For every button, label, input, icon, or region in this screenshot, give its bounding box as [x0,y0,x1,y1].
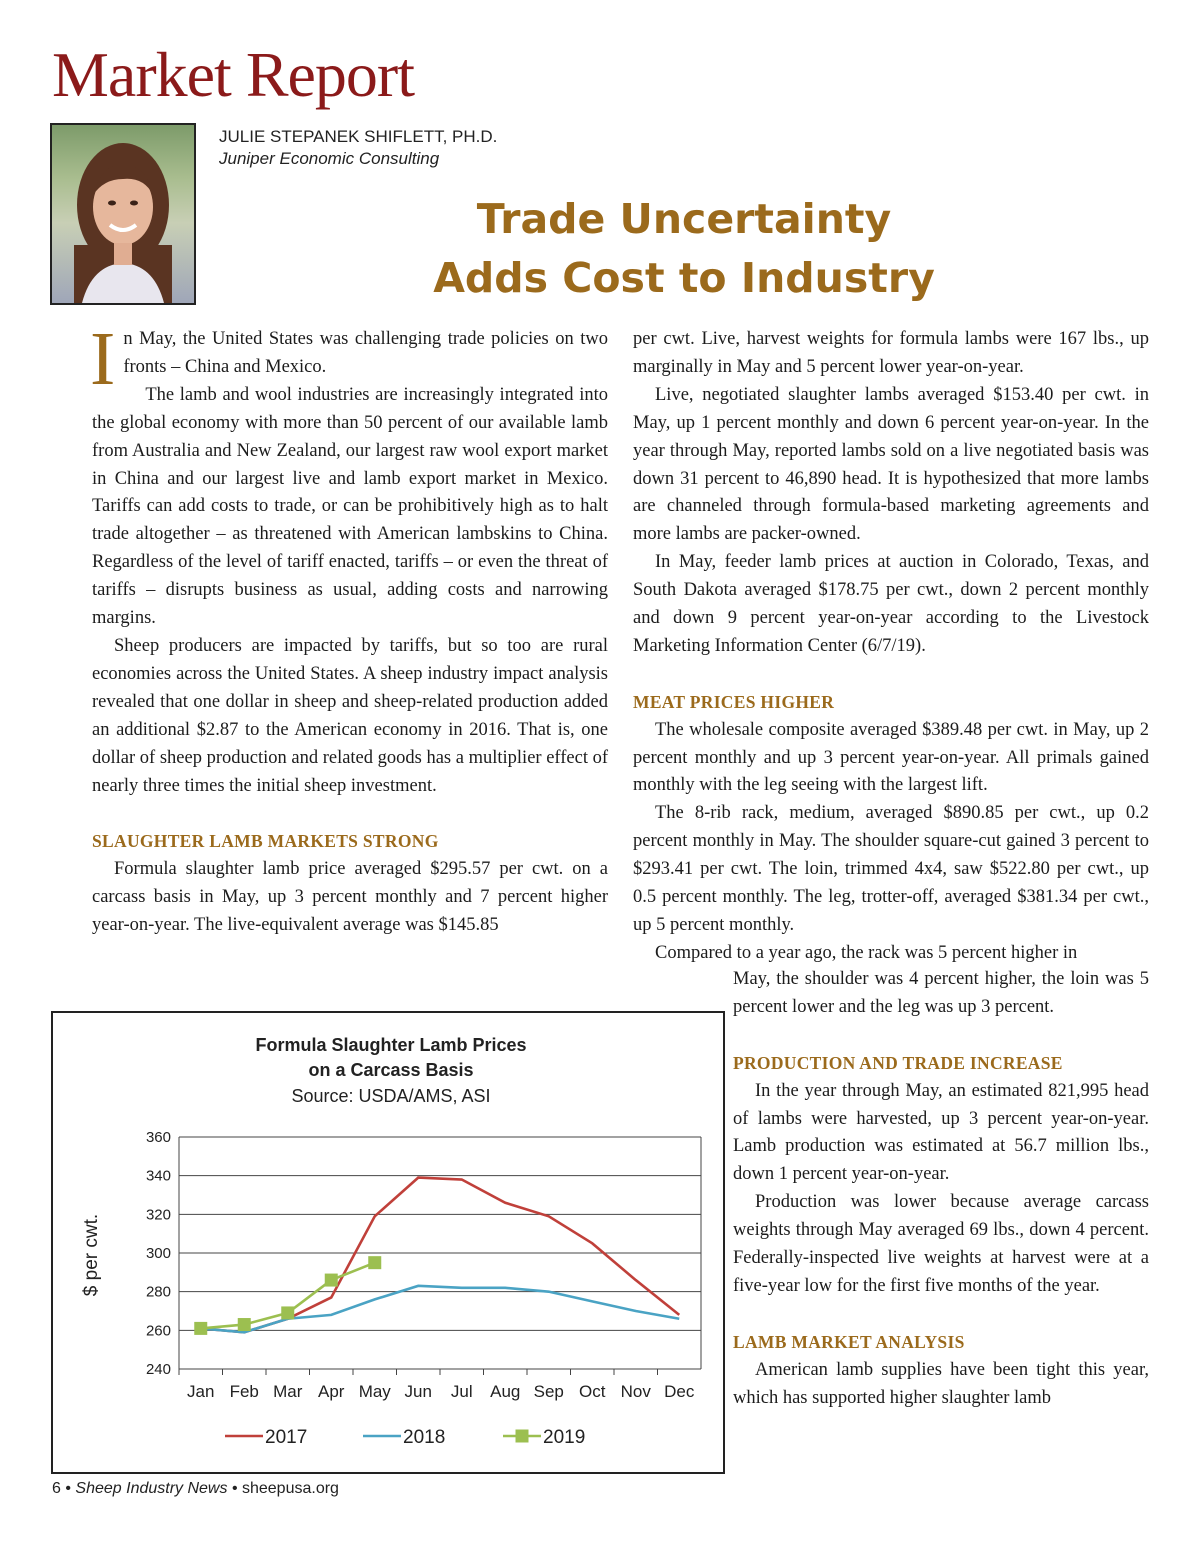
price-chart [51,1011,725,1474]
x-tick-label: Dec [664,1382,695,1401]
x-tick-label: Sep [533,1382,564,1401]
article-paragraph: per cwt. Live, harvest weights for formula lambs were 167 lbs., up marginally in May and 5 percent lower year-on-year. [633,329,1149,377]
x-tick-label: Aug [490,1382,521,1401]
author-block [219,127,497,169]
y-axis-label: $ per cwt. [81,1213,102,1297]
article-paragraph: The wholesale composite averaged $389.48 per cwt. in May, up 2 percent monthly and up 3 percent year-on-year. All primals gained monthly with the leg seeing with the largest lift. [633,719,1149,796]
article-paragraph: Sheep producers are impacted by tariffs, but so too are rural economies across the United States. A sheep industry impact analysis revealed that one dollar in sheep and sheep-related production added an additional $2.87 to the American economy in 2016. That is, one dollar of sheep production and related goods has a multiplier effect of nearly three times the initial sheep investment. [92,635,608,796]
data-point-2019 [194,1322,207,1335]
legend-label-2019: 2019 [543,1427,586,1448]
paragraph-text: n May, the United States was challenging trade policies on two fronts – China and Mexico. [123,329,608,377]
article-paragraph: May, the shoulder was 4 percent higher, the loin was 5 percent lower and the leg was up 3 percent. [733,969,1149,1017]
article-paragraph [90,317,608,401]
x-tick-label: May [358,1382,391,1401]
headline-line-1: Trade Uncertainty [476,195,892,243]
x-tick-label: Jun [404,1382,432,1401]
article-paragraph: In the year through May, an estimated 821,995 head of lambs were harvested, up 3 percent year-on-year. Lamb production was estimated at 56.7 million lbs., down 1 percent year-on-year. [733,1080,1149,1185]
x-tick-label: Jan [187,1382,215,1401]
y-tick-label: 280 [145,1283,171,1301]
page-number: 6 • [52,1480,71,1497]
data-point-2019 [368,1256,381,1269]
y-tick-label: 360 [145,1129,171,1146]
series-line-2018 [201,1286,680,1332]
series-line-2017 [201,1178,680,1333]
author-photo [50,123,196,305]
chart-series [194,1178,679,1335]
x-tick-label: Oct [579,1382,606,1401]
article-paragraph: In May, feeder lamb prices at auction in Colorado, Texas, and South Dakota averaged $178.75 per cwt., down 2 percent monthly and down 9 percent year-on-year according to the Livestock Marketing Information Center (6/7/19). [633,552,1149,656]
article-paragraph: American lamb supplies have been tight this year, which has supported higher slaughter lamb [733,1359,1149,1408]
data-point-2019 [325,1274,338,1287]
y-tick-label: 340 [145,1167,171,1185]
headline-line-2: Adds Cost to Industry [433,254,935,302]
article-column-left [90,317,608,940]
chart-title: Formula Slaughter Lamb Prices [255,1035,527,1055]
drop-cap: I [90,317,116,401]
x-tick-label: Mar [273,1382,303,1401]
chart-svg [53,1013,723,1472]
article-paragraph: Formula slaughter lamb price averaged $295.57 per cwt. on a carcass basis in May, up 3 percent monthly and 7 percent higher year-on-year. The live-equivalent average was $145.85 [92,859,608,936]
chart-legend [225,1427,585,1448]
data-point-2019 [281,1306,294,1319]
publication-name: Sheep Industry News [75,1480,228,1497]
website: • sheepusa.org [231,1480,339,1497]
legend-label-2018: 2018 [403,1427,446,1448]
subhead-meat: MEAT PRICES HIGHER [633,691,835,712]
subhead-production: PRODUCTION AND TRADE INCREASE [733,1052,1063,1073]
article-paragraph: Production was lower because average carcass weights through May averaged 69 lbs., down 4 percent. Federally-inspected live weights at harvest were at a five-year low for the first five months of the year. [733,1192,1149,1296]
legend-marker-2019 [516,1430,529,1443]
data-point-2019 [238,1318,251,1331]
subhead-analysis: LAMB MARKET ANALYSIS [733,1331,965,1352]
article-paragraph: Compared to a year ago, the rack was 5 percent higher in [655,942,1078,963]
page-footer [52,1480,339,1498]
x-tick-label: Apr [318,1382,345,1401]
author-affiliation: Juniper Economic Consulting [219,149,440,168]
article-paragraph: The 8-rib rack, medium, averaged $890.85 per cwt., up 0.2 percent monthly in May. The shoulder square-cut gained 3 percent to $293.41 per cwt. The loin, trimmed 4x4, saw $522.80 per cwt., up 0.5 percent monthly. The leg, trotter-off, averaged $381.34 per cwt., up 5 percent monthly. [633,803,1149,936]
x-tick-label: Feb [229,1382,259,1401]
article-paragraph: Live, negotiated slaughter lambs averaged $153.40 per cwt. in May, up 1 percent monthly and down 6 percent year-on-year. In the year through May, reported lambs sold on a live negotiated basis was down 31 percent to 46,890 head. It is hypothesized that more lambs are channeled through formula-based marketing agreements and more lambs are packer-owned. [633,384,1149,545]
chart-source: Source: USDA/AMS, ASI [291,1086,491,1106]
x-tick-label: Jul [450,1382,473,1401]
y-tick-label: 240 [145,1361,171,1378]
y-tick-label: 260 [145,1322,171,1340]
y-tick-label: 300 [145,1245,171,1262]
legend-label-2017: 2017 [265,1427,308,1448]
headline [380,190,988,308]
article-paragraph: The lamb and wool industries are increasingly integrated into the global economy with more than 50 percent of our available lamb from Australia and New Zealand, our largest raw wool export market in China and our largest live and lamb export market in Mexico. Tariffs can add costs to trade, or can be prohibitively high as to halt trade altogether – as threatened with American lambskins to China. Regardless of the level of tariff enacted, tariffs – or even the threat of tariffs – disrupts business as usual, adding costs and narrowing margins. [92,384,608,629]
author-name: JULIE STEPANEK SHIFLETT, PH.D. [219,127,498,146]
y-tick-label: 320 [145,1206,171,1224]
x-tick-label: Nov [620,1382,651,1401]
subhead-slaughter: SLAUGHTER LAMB MARKETS STRONG [92,831,439,852]
article-column-bottom [733,966,1149,1412]
chart-subtitle: on a Carcass Basis [308,1060,474,1080]
article-column-right [633,326,1149,968]
section-title: Market Report [52,39,414,110]
